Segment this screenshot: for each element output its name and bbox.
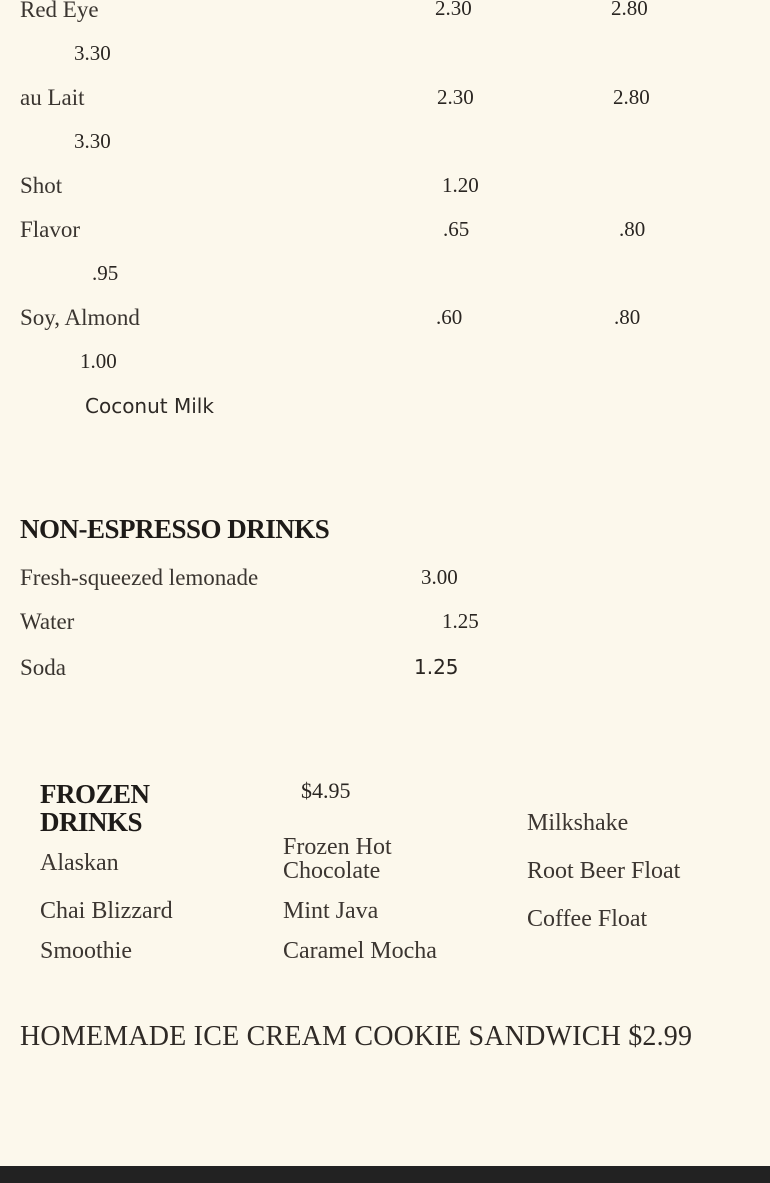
price-flavor-medium: .80 — [619, 217, 646, 241]
frozen-item-coffee-float: Coffee Float — [527, 906, 648, 932]
price-red-eye-small: 2.30 — [435, 0, 472, 20]
price-au-lait-large: 3.30 — [74, 129, 111, 153]
price-au-lait-medium: 2.80 — [613, 85, 650, 109]
price-soy-small: .60 — [436, 305, 463, 329]
price-red-eye-medium: 2.80 — [611, 0, 648, 20]
section-heading-non-espresso: NON-ESPRESSO DRINKS — [20, 514, 330, 544]
frozen-item-root-beer-float: Root Beer Float — [527, 858, 681, 884]
menu-item-coconut-milk: Coconut Milk — [85, 394, 214, 418]
menu-item-soy-almond: Soy, Almond — [20, 305, 140, 330]
frozen-item-mint-java: Mint Java — [283, 898, 379, 924]
menu-item-red-eye: Red Eye — [20, 0, 99, 22]
footer-bar — [0, 1166, 770, 1183]
price-flavor-large: .95 — [92, 261, 119, 285]
frozen-item-smoothie: Smoothie — [40, 938, 133, 964]
ice-cream-sandwich-banner: HOMEMADE ICE CREAM COOKIE SANDWICH $2.99 — [20, 1021, 693, 1052]
menu-item-soda: Soda — [20, 655, 66, 680]
price-soda: 1.25 — [414, 655, 459, 679]
price-lemonade: 3.00 — [421, 565, 458, 589]
price-frozen-drinks: $4.95 — [301, 778, 351, 803]
menu-item-shot: Shot — [20, 173, 63, 198]
price-red-eye-large: 3.30 — [74, 41, 111, 65]
price-soy-large: 1.00 — [80, 349, 117, 373]
frozen-item-frozen-hot-chocolate: Frozen Hot Chocolate — [283, 834, 392, 884]
price-au-lait-small: 2.30 — [437, 85, 474, 109]
frozen-item-chai-blizzard: Chai Blizzard — [40, 898, 173, 924]
price-soy-medium: .80 — [614, 305, 641, 329]
menu-item-flavor: Flavor — [20, 217, 81, 242]
frozen-item-milkshake: Milkshake — [527, 810, 629, 836]
menu-item-au-lait: au Lait — [20, 85, 85, 110]
price-water: 1.25 — [442, 609, 479, 633]
price-flavor-small: .65 — [443, 217, 470, 241]
price-shot: 1.20 — [442, 173, 479, 197]
menu-item-lemonade: Fresh-squeezed lemonade — [20, 565, 259, 590]
frozen-item-caramel-mocha: Caramel Mocha — [283, 938, 437, 964]
menu-item-water: Water — [20, 609, 75, 634]
frozen-item-alaskan: Alaskan — [40, 850, 119, 876]
section-heading-frozen-drinks: FROZEN DRINKS — [40, 779, 150, 837]
